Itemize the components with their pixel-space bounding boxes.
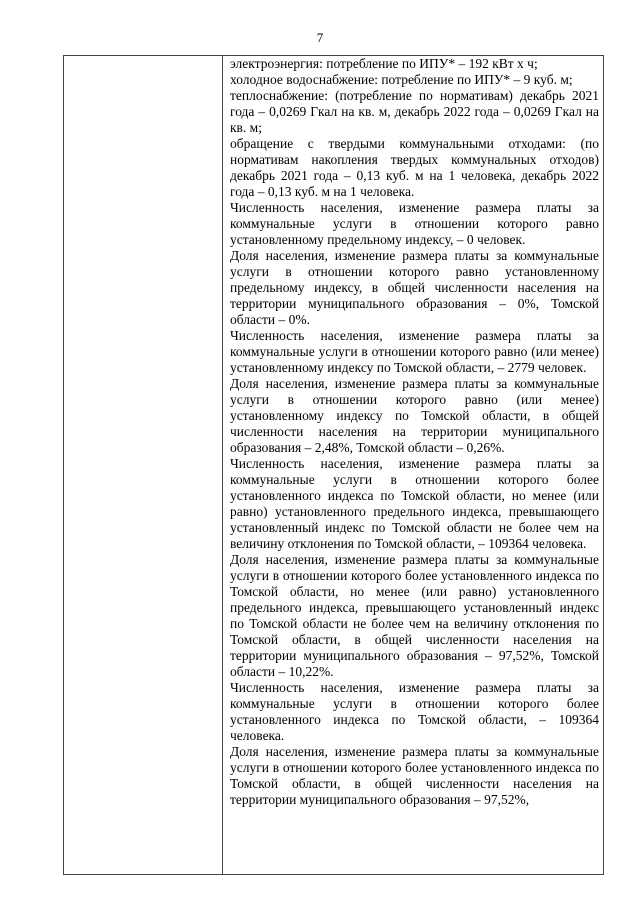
paragraph-population-equal-index: Численность населения, изменение размера платы за коммунальные услуги в отношении которого равно (или менее) установленному индексу по Томской области, – 2779 человек. xyxy=(230,328,599,375)
paragraph-share-equal-limit: Доля населения, изменение размера платы за коммунальные услуги в отношении которого равно установленному предельному индексу, в общей численности населения на территории муниципального образования – 0%, Томской области – 0%. xyxy=(230,248,599,327)
paragraph-heating: теплоснабжение: (потребление по нормативам) декабрь 2021 года – 0,0269 Гкал на кв. м, декабрь 2022 года – 0,0269 Гкал на кв. м; xyxy=(230,88,599,135)
paragraph-electricity: электроэнергия: потребление по ИПУ* – 192 кВт х ч; xyxy=(230,56,538,71)
paragraph-share-above-index-within-limit: Доля населения, изменение размера платы за коммунальные услуги в отношении которого более установленного индекса по Томской области, но менее (или равно) установленного предельного индекса, превышающего установленный индекс по Томской области не более чем на величину отклонения по Томской области, в общей численности населения на территории муниципального образования – 97,52%, Томской области – 10,22%. xyxy=(230,552,599,679)
table-left-cell xyxy=(64,56,222,874)
column-divider xyxy=(222,56,223,874)
paragraph-share-above-index: Доля населения, изменение размера платы за коммунальные услуги в отношении которого более установленного индекса по Томской области, в общей численности населения на территории муниципального образования – 97,52%, xyxy=(230,744,599,807)
paragraph-share-equal-index: Доля населения, изменение размера платы за коммунальные услуги в отношении которого равно (или менее) установленному индексу по Томской области, в общей численности населения на территории муниципального образования – 2,48%, Томской области – 0,26%. xyxy=(230,376,599,455)
paragraph-population-above-index: Численность населения, изменение размера платы за коммунальные услуги в отношении которого более установленного индекса по Томской области, – 109364 человека. xyxy=(230,680,599,743)
paragraph-solid-waste: обращение с твердыми коммунальными отходами: (по нормативам накопления твердых коммунальных отходов) декабрь 2021 года – 0,13 куб. м на 1 человека, декабрь 2022 года – 0,13 куб. м на 1 человека. xyxy=(230,136,599,199)
table-right-cell xyxy=(230,56,599,808)
paragraph-population-above-index-within-limit: Численность населения, изменение размера платы за коммунальные услуги в отношении которого более установленного индекса по Томской области, но менее (или равно) установленного предельного индекса, превышающего установленный индекс по Томской области не более чем на величину отклонения по Томской области, – 109364 человека. xyxy=(230,456,599,551)
page-number: 7 xyxy=(316,30,324,45)
paragraph-cold-water: холодное водоснабжение: потребление по ИПУ* – 9 куб. м; xyxy=(230,72,573,87)
document-table xyxy=(63,55,604,875)
paragraph-population-equal-limit: Численность населения, изменение размера платы за коммунальные услуги в отношении которого равно установленному предельному индексу, – 0 человек. xyxy=(230,200,599,247)
